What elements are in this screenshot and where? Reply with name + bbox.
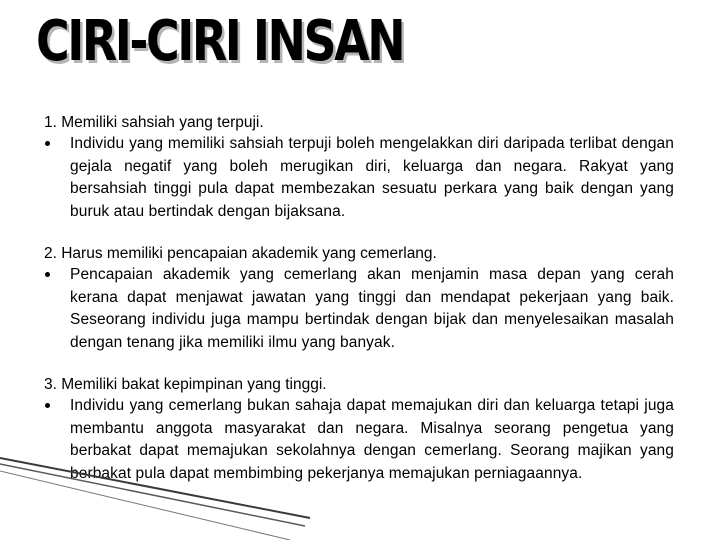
item-heading: 2. Harus memiliki pencapaian akademik yang cemerlang. [44,245,437,262]
item-body: Individu yang memiliki sahsiah terpuji boleh mengelakkan diri daripada terlibat dengan gejala negatif yang boleh merugikan diri, keluarga dan negara. Rakyat yang bersahsiah tinggi pula dapat membezakan sesuatu perkara yang baik dengan yang buruk atau bertindak dengan bijaksana. [70,135,674,220]
bullet-row [44,264,674,354]
item-heading: 3. Memiliki bakat kepimpinan yang tinggi. [44,376,327,393]
list-item-2 [44,244,674,354]
item-heading: 1. Memiliki sahsiah yang terpuji. [44,114,264,131]
bullet-icon [45,141,50,146]
bullet-icon [45,272,50,277]
bullet-icon [45,403,50,408]
item-body: Pencapaian akademik yang cemerlang akan menjamin masa depan yang cerah kerana dapat menjawat jawatan yang tinggi dan mendapat pekerjaan yang baik. Seseorang individu juga mampu bertindak dengan bijak dan menyelesaikan masalah dengan tenang jika memiliki ilmu yang banyak. [70,266,674,351]
bullet-row [44,133,674,223]
list-item-1 [44,113,674,223]
slide-title: CIRI-CIRI INSAN [36,9,404,74]
item-body: Individu yang cemerlang bukan sahaja dapat memajukan diri dan keluarga tetapi juga membantu anggota masyarakat dan negara. Misalnya seorang pengetua yang berbakat dapat memajukan sekolahnya dengan cemerlang. Seorang majikan yang berbakat pula dapat membimbing pekerjanya memajukan perniagaannya. [70,397,674,482]
decorative-swoosh [0,440,720,540]
